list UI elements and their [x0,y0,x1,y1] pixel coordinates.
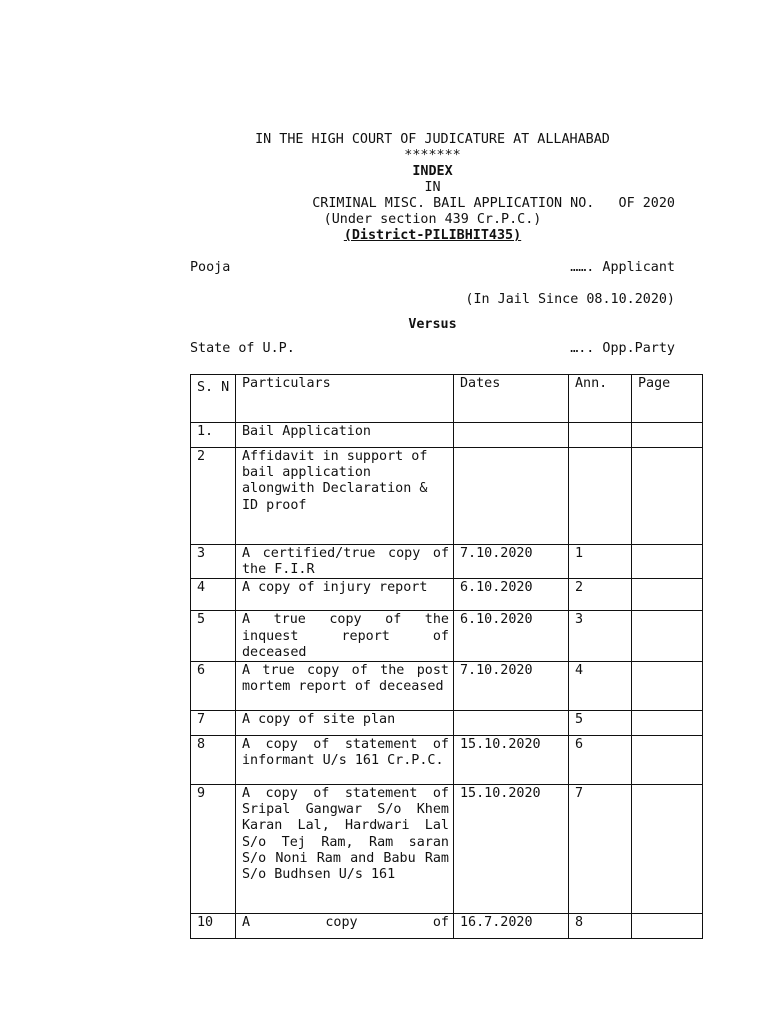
index-heading: INDEX [412,164,453,179]
row-ann: 8 [569,914,632,939]
row-page [632,448,703,545]
row-particulars: A true copy of the inquest report of deceased [236,611,454,662]
table-row [191,785,703,914]
index-table [190,374,703,939]
row-sn: 10 [191,914,236,939]
row-ann: 3 [569,611,632,662]
row-particulars: A copy of statement of Sripal Gangwar S/o Khem Karan Lal, Hardwari Lal S/o Tej Ram, Ram saran S/o Noni Ram and Babu Ram S/o Budhsen U/s 161 [236,785,454,914]
table-row [191,448,703,545]
row-page [632,545,703,579]
applicant-name: Pooja [190,260,231,275]
row-date: 16.7.2020 [454,914,569,939]
table-row [191,736,703,785]
row-particulars: A true copy of the post mortem report of deceased [236,662,454,711]
row-ann [569,423,632,448]
row-page [632,785,703,914]
stars-divider: ******* [404,148,461,163]
row-page [632,914,703,939]
row-sn: 1. [191,423,236,448]
jail-status: (In Jail Since 08.10.2020) [465,292,675,307]
table-row [191,611,703,662]
table-row [191,914,703,939]
row-particulars: Affidavit in support of bail application alongwith Declaration & ID proof [236,448,454,545]
versus-label: Versus [408,317,457,332]
row-sn: 4 [191,579,236,611]
row-date [454,448,569,545]
row-page [632,611,703,662]
in-label: IN [424,180,441,195]
row-date: 6.10.2020 [454,579,569,611]
row-date: 6.10.2020 [454,611,569,662]
row-date [454,711,569,736]
section-text: (Under section 439 Cr.P.C.) [323,212,542,227]
header-particulars: Particulars [236,375,454,423]
row-date: 15.10.2020 [454,736,569,785]
table-header-row [191,375,703,423]
row-sn: 2 [191,448,236,545]
row-ann: 5 [569,711,632,736]
application-title: CRIMINAL MISC. BAIL APPLICATION NO. OF 2020 [312,196,675,211]
row-page [632,662,703,711]
row-ann: 7 [569,785,632,914]
row-sn: 5 [191,611,236,662]
row-ann [569,448,632,545]
row-date [454,423,569,448]
table-row [191,662,703,711]
row-page [632,423,703,448]
row-date: 7.10.2020 [454,662,569,711]
row-ann: 6 [569,736,632,785]
row-sn: 8 [191,736,236,785]
row-particulars: Bail Application [236,423,454,448]
opposite-party-role: ….. Opp.Party [570,341,675,356]
opposite-party-name: State of U.P. [190,341,295,356]
row-sn: 7 [191,711,236,736]
row-ann: 4 [569,662,632,711]
header-sn: S. N [191,375,236,423]
table-row [191,711,703,736]
table-row [191,579,703,611]
district-text: (District-PILIBHIT435) [343,228,522,243]
table-row [191,423,703,448]
row-date: 15.10.2020 [454,785,569,914]
row-particulars: A certified/true copy of the F.I.R [236,545,454,579]
row-particulars: A copy of injury report [236,579,454,611]
row-sn: 3 [191,545,236,579]
row-particulars: A copy of site plan [236,711,454,736]
row-particulars: A copy of [236,914,454,939]
row-page [632,736,703,785]
row-ann: 2 [569,579,632,611]
header-dates: Dates [454,375,569,423]
header-ann: Ann. [569,375,632,423]
row-sn: 9 [191,785,236,914]
row-page [632,711,703,736]
header-page: Page [632,375,703,423]
row-page [632,579,703,611]
row-ann: 1 [569,545,632,579]
court-title: IN THE HIGH COURT OF JUDICATURE AT ALLAHABAD [255,132,610,147]
row-particulars: A copy of statement of informant U/s 161 Cr.P.C. [236,736,454,785]
table-row [191,545,703,579]
row-sn: 6 [191,662,236,711]
applicant-role: ……. Applicant [570,260,675,275]
row-date: 7.10.2020 [454,545,569,579]
